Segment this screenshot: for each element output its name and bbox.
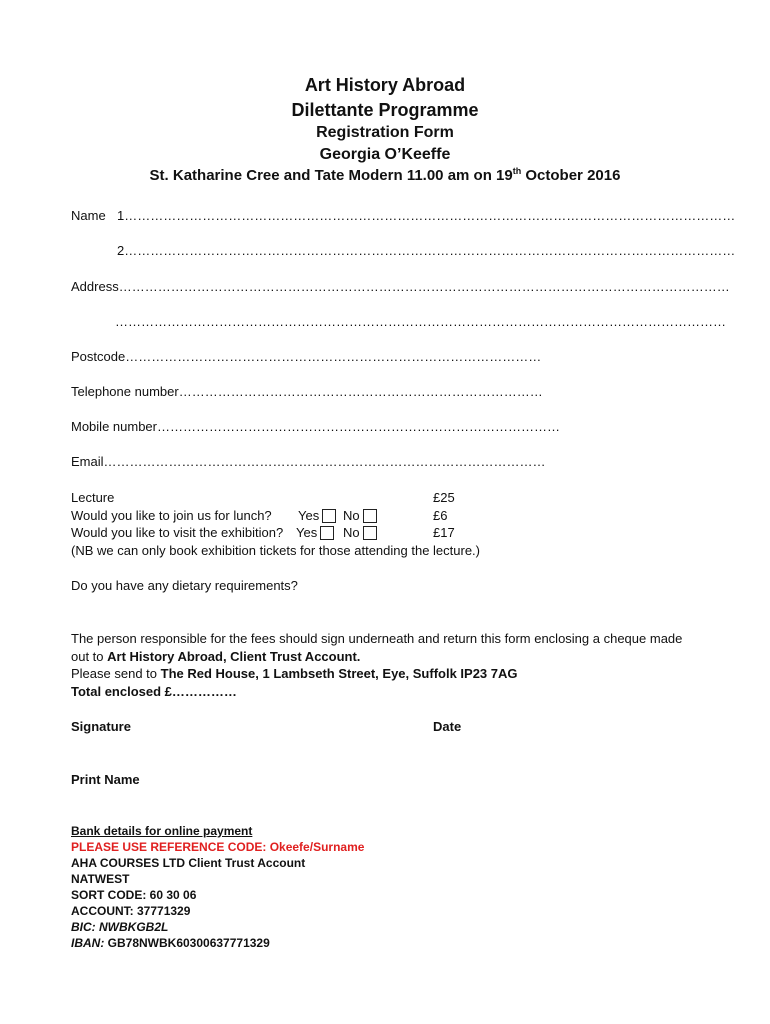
name-label: Name — [71, 208, 106, 223]
iban-label: IBAN: — [71, 936, 105, 950]
exhibition-yes-label: Yes — [296, 525, 318, 540]
exhibition-price: £17 — [433, 525, 455, 540]
exhibition-note: (NB we can only book exhibition tickets for those attending the lecture.) — [71, 543, 480, 558]
postal-prefix: Please send to — [71, 666, 161, 681]
event-month-year: October 2016 — [521, 167, 621, 184]
lunch-yes-checkbox[interactable] — [322, 509, 336, 523]
event-details — [0, 167, 770, 184]
bank-name: NATWEST — [71, 872, 130, 886]
reference-prefix: PLEASE USE REFERENCE CODE: — [71, 840, 270, 854]
signature-label: Signature — [71, 719, 131, 734]
artist-heading: Georgia O’Keeffe — [319, 146, 451, 163]
iban-line — [71, 936, 270, 950]
bic-code: BIC: NWBKGB2L — [71, 920, 169, 934]
payee-name: Art History Abroad, Client Trust Account. — [107, 649, 361, 664]
total-enclosed-field[interactable]: Total enclosed £…………… — [71, 684, 237, 699]
form-title: Art History Abroad — [304, 75, 466, 95]
exhibition-yes-checkbox[interactable] — [320, 526, 334, 540]
programme-title: Dilettante Programme — [291, 100, 479, 120]
registration-form-heading: Registration Form — [316, 124, 454, 141]
lunch-question: Would you like to join us for lunch? — [71, 508, 272, 523]
lunch-price: £6 — [433, 508, 448, 523]
email-field[interactable]: Email………………………………………………………………………………………… — [71, 454, 546, 469]
address-field-2[interactable]: …………………………………………………………………………………………………………………………… — [115, 314, 726, 329]
lecture-price: £25 — [433, 490, 455, 505]
account-name: AHA COURSES LTD Client Trust Account — [71, 856, 306, 870]
event-details-main: St. Katharine Cree and Tate Modern 11.00 am on 19 — [149, 167, 513, 184]
account-number: ACCOUNT: 37771329 — [71, 904, 191, 918]
lecture-label: Lecture — [71, 490, 115, 505]
lunch-yes-label: Yes — [298, 508, 320, 523]
lunch-yes[interactable] — [298, 508, 336, 523]
lunch-no-checkbox[interactable] — [363, 509, 377, 523]
payee-line — [71, 649, 360, 664]
exhibition-no-checkbox[interactable] — [363, 526, 377, 540]
mobile-field[interactable]: Mobile number………………………………………………………………………………… — [71, 419, 560, 434]
print-name-label: Print Name — [71, 772, 140, 787]
sort-code: SORT CODE: 60 30 06 — [71, 888, 197, 902]
exhibition-question: Would you like to visit the exhibition? — [71, 525, 284, 540]
reference-code-line — [71, 840, 364, 854]
bank-details-heading: Bank details for online payment — [71, 824, 253, 838]
dietary-question: Do you have any dietary requirements? — [71, 578, 298, 593]
postcode-field[interactable]: Postcode…………………………………………………………………………………… — [71, 349, 542, 364]
postal-address-line — [71, 666, 518, 681]
postal-address: The Red House, 1 Lambseth Street, Eye, Suffolk IP23 7AG — [160, 666, 518, 681]
telephone-field[interactable]: Telephone number………………………………………………………………………… — [71, 384, 543, 399]
event-date-suffix: th — [512, 166, 522, 176]
exhibition-yes[interactable] — [296, 525, 334, 540]
exhibition-no-label: No — [343, 525, 360, 540]
reference-code: Okeefe/Surname — [269, 840, 365, 854]
payee-prefix: out to — [71, 649, 108, 664]
date-label: Date — [433, 719, 462, 734]
name-field-2[interactable]: 2…………………………………………………………………………………………………………………………… — [117, 243, 736, 258]
iban-value: GB78NWBK60300637771329 — [104, 936, 270, 950]
exhibition-no[interactable] — [343, 525, 377, 540]
lunch-no-label: No — [343, 508, 360, 523]
lunch-no[interactable] — [343, 508, 377, 523]
payment-instructions: The person responsible for the fees should sign underneath and return this form enclosing a cheque made — [71, 631, 683, 646]
address-field[interactable]: Address…………………………………………………………………………………………………………………………… — [71, 279, 730, 294]
name-field-1[interactable]: 1…………………………………………………………………………………………………………………………… — [117, 208, 736, 223]
